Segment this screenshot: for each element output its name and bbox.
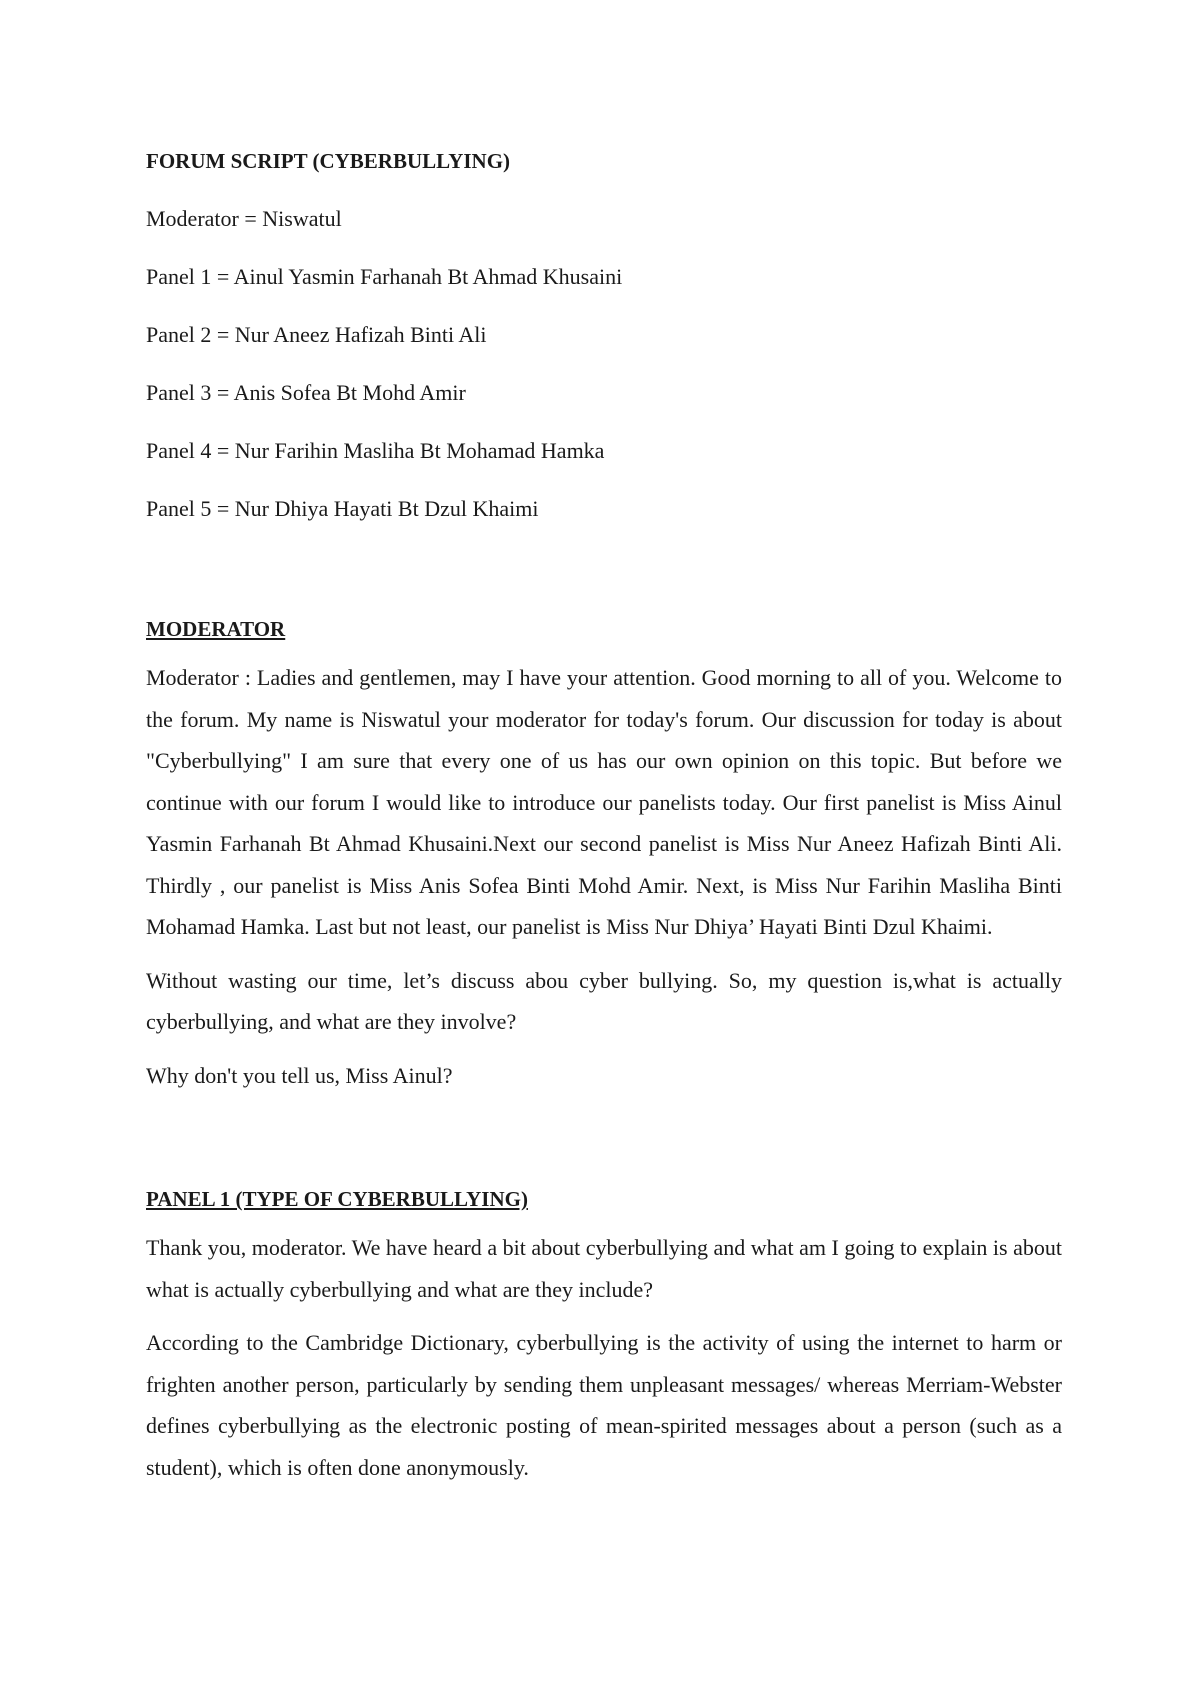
panel1-section [146,1185,1062,1488]
participant-roster [146,205,622,553]
roster-panel-2: Panel 2 = Nur Aneez Hafizah Binti Ali [146,322,487,347]
roster-moderator: Moderator = Niswatul [146,206,342,231]
roster-panel-1: Panel 1 = Ainul Yasmin Farhanah Bt Ahmad Khusaini [146,264,623,289]
moderator-heading: MODERATOR [146,617,286,641]
panel1-opening-paragraph: Thank you, moderator. We have heard a bit about cyberbullying and what am I going to explain is about what is actually cyberbullying and what are they include? [146,1235,1062,1302]
panel1-definition-paragraph: According to the Cambridge Dictionary, cyberbullying is the activity of using the internet to harm or frighten another person, particularly by sending them unpleasant messages/ whereas Merriam-Webster defines cyberbullying as the electronic posting of mean-spirited messages about a person (such as a student), which is often done anonymously. [146,1330,1062,1480]
document-title: FORUM SCRIPT (CYBERBULLYING) [146,149,511,173]
moderator-handoff-paragraph: Why don't you tell us, Miss Ainul? [146,1062,453,1088]
document-page [146,0,1062,1698]
panel1-heading: PANEL 1 (TYPE OF CYBERBULLYING) [146,1187,528,1211]
roster-panel-4: Panel 4 = Nur Farihin Masliha Bt Mohamad Hamka [146,438,605,463]
roster-panel-3: Panel 3 = Anis Sofea Bt Mohd Amir [146,380,466,405]
moderator-section [146,615,1062,1096]
moderator-intro-paragraph: Moderator : Ladies and gentlemen, may I have your attention. Good morning to all of you. Welcome to the forum. My name is Niswatul your moderator for today's forum. Our discussion for today is about "Cyberbullying" I am sure that every one of us has our own opinion on this topic. But before we continue with our forum I would like to introduce our panelists today. Our first panelist is Miss Ainul Yasmin Farhanah Bt Ahmad Khusaini.Next our second panelist is Miss Nur Aneez Hafizah Binti Ali. Thirdly , our panelist is Miss Anis Sofea Binti Mohd Amir. Next, is Miss Nur Farihin Masliha Binti Mohamad Hamka. Last but not least, our panelist is Miss Nur Dhiya’ Hayati Binti Dzul Khaimi. [146,665,1062,939]
moderator-question-paragraph: Without wasting our time, let’s discuss abou cyber bullying. So, my question is,what is actually cyberbullying, and what are they involve? [146,967,1062,1034]
roster-panel-5: Panel 5 = Nur Dhiya Hayati Bt Dzul Khaimi [146,496,539,521]
